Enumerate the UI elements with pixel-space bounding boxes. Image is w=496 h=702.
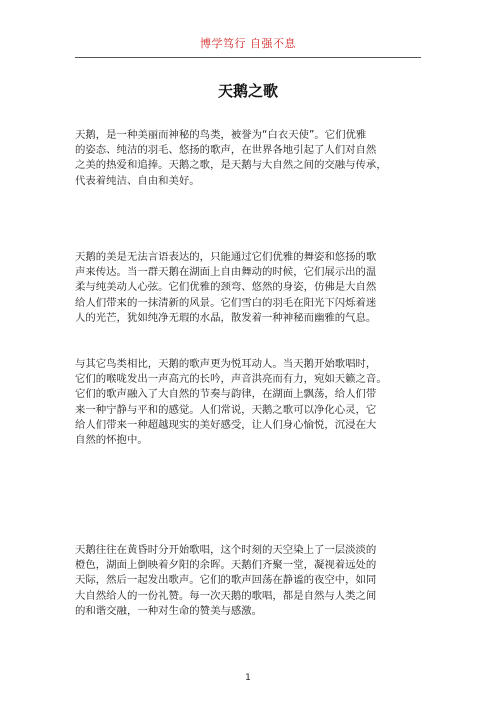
paragraph-line: 给人们带来一种超越现实的美好感受，让人们身心愉悦，沉浸在大	[75, 418, 377, 431]
paragraph-line: 天鹅，是一种美丽而神秘的鸟类，被誉为“白衣天使”。它们优雅	[75, 129, 367, 141]
paragraph-line: 给人们带来的一抹清新的风景。它们雪白的羽毛在阳光下闪烁着迷	[75, 296, 377, 309]
paragraph-line: 大自然给人的一份礼赞。每一次天鹅的歌唱，都是自然与人类之间	[75, 589, 377, 602]
header-divider	[75, 57, 421, 58]
paragraph-line: 天鹅往往在黄昏时分开始歌唱，这个时刻的天空染上了一层淡淡的	[75, 544, 377, 556]
paragraph-1	[75, 128, 455, 189]
paragraph-line: 人的光芒，犹如纯净无瑕的水晶，散发着一种神秘而幽雅的气息。	[75, 311, 377, 324]
paragraph-line: 它们的喉咙发出一声高亢的长吟，声音洪亮而有力，宛如天籁之音。	[75, 373, 387, 386]
paragraph-line: 天际，然后一起发出歌声。它们的歌声回荡在静谧的夜空中，如同	[75, 574, 377, 587]
paragraph-2	[75, 250, 455, 326]
paragraph-line: 声来传达。当一群天鹅在湖面上自由舞动的时候，它们展示出的温	[75, 266, 377, 279]
paragraph-line: 柔与纯美动人心弦。它们优雅的颈弯、悠然的身姿，仿佛是大自然	[75, 281, 377, 294]
paragraph-line: 之美的热爱和追捧。天鹅之歌，是天鹅与大自然之间的交融与传承，	[75, 159, 387, 172]
paragraph-3	[75, 357, 455, 448]
paragraph-line: 的姿态、纯洁的羽毛、悠扬的歌声，在世界各地引起了人们对自然	[75, 144, 377, 157]
paragraph-line: 天鹅的美是无法言语表达的，只能通过它们优雅的舞姿和悠扬的歌	[75, 251, 377, 263]
paragraph-line: 的和谐交融，一种对生命的赞美与感激。	[75, 604, 263, 617]
paragraph-4	[75, 543, 455, 619]
paragraph-line: 来一种宁静与平和的感觉。人们常说，天鹅之歌可以净化心灵，它	[75, 403, 377, 416]
paragraph-line: 它们的歌声融入了大自然的节奏与韵律，在湖面上飘荡，给人们带	[75, 388, 377, 401]
header-motto: 博学笃行 自强不息	[200, 37, 296, 50]
paragraph-line: 代表着纯洁、自由和美好。	[75, 174, 200, 187]
paragraph-line: 橙色，湖面上倒映着夕阳的余晖。天鹅们齐聚一堂，凝视着远处的	[75, 559, 377, 572]
paragraph-line: 与其它鸟类相比，天鹅的歌声更为悦耳动人。当天鹅开始歌唱时，	[75, 358, 377, 370]
paragraph-line: 自然的怀抱中。	[75, 434, 148, 447]
document-title: 天鹅之歌	[217, 82, 278, 100]
page-number: 1	[245, 673, 251, 683]
